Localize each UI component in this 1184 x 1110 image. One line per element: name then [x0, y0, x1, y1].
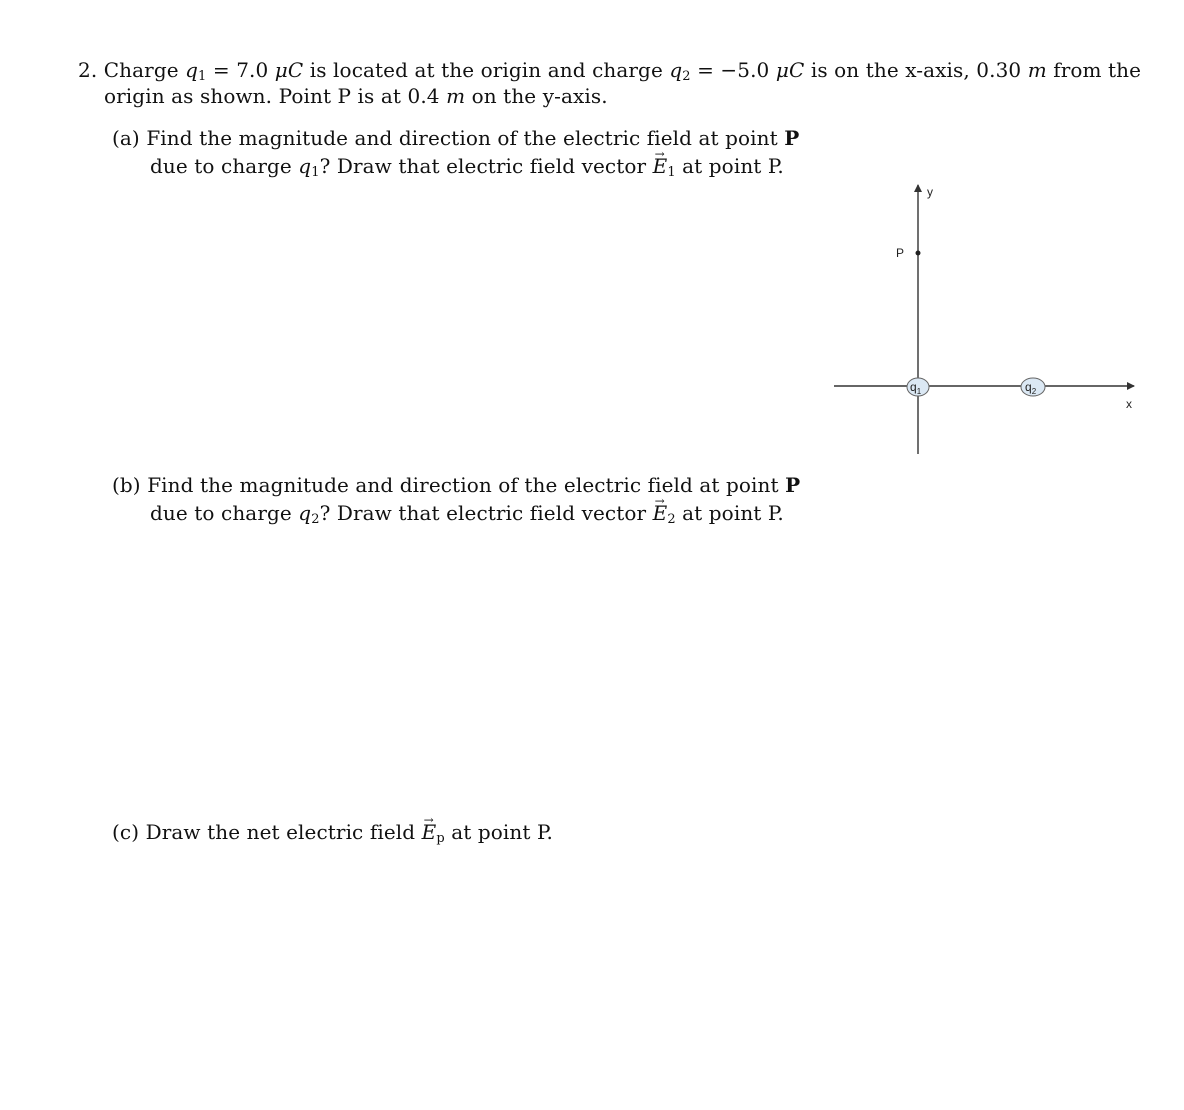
part-a-line-1: (a) Find the magnitude and direction of the electric field at point P [112, 126, 800, 150]
charge-q1 [907, 378, 929, 396]
svg-text:q1: $q_1$ [910, 380, 922, 396]
vector-e1: → E [653, 154, 668, 178]
part-b-line-2: due to charge $q_2$? Draw that electric field vector → $E_2$ at point P. [150, 501, 784, 525]
vector-ep: → E [422, 820, 437, 844]
problem-number: 2. [78, 58, 98, 82]
problem-statement-line-1: 2. Charge $q_1 = 7.0$ μC is located at the origin and charge $q_2 = -5.0$ μC is on the x-axis, 0.30 m from the [78, 58, 1142, 84]
part-c-line: (c) Draw the net electric field → $E_p$ at point P. [112, 820, 553, 844]
part-b-label: (b) [112, 473, 141, 497]
problem-statement-line-2: origin as shown. Point P is at 0.4 m on the y-axis. [104, 84, 608, 108]
y-axis-label: y [927, 185, 933, 199]
vector-e2: → E [653, 501, 668, 525]
point-p-dot [916, 251, 921, 256]
part-c-label: (c) [112, 820, 140, 844]
x-axis-label: x [1126, 397, 1132, 411]
point-p-label: P [896, 246, 905, 260]
part-a-line-2: due to charge $q_1$? Draw that electric field vector → $E_1$ at point P. [150, 154, 784, 178]
part-b-line-1: (b) Find the magnitude and direction of the electric field at point P [112, 473, 801, 497]
part-a-label: (a) [112, 126, 140, 150]
charge-q2 [1021, 378, 1045, 396]
svg-text:q2: $q_2$ [1025, 380, 1037, 396]
